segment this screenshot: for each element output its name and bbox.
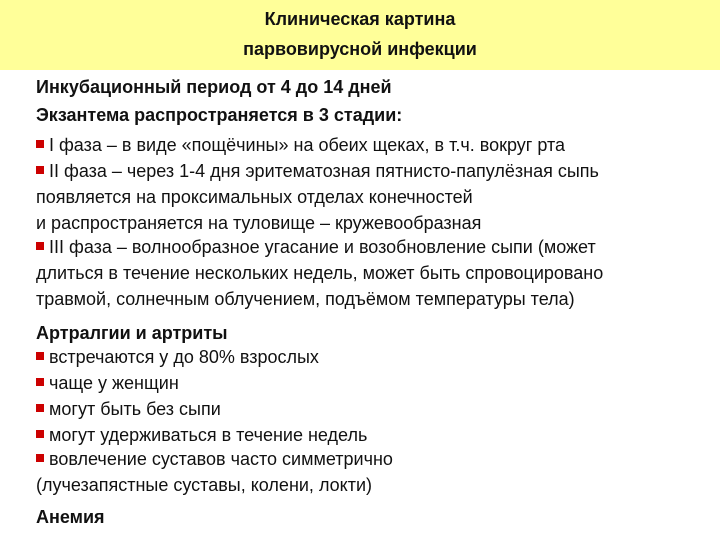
arthralgia-item-text: чаще у женщин [49,373,179,393]
phase-1-item [36,135,565,156]
slide-title-line-1: Клиническая картина [264,9,456,29]
phase-1-text: I фаза – в виде «пощёчины» на обеих щеках, в т.ч. вокруг рта [49,135,566,155]
title-banner [0,0,720,70]
phase-2-text-line-3: и распространяется на туловище – кружевообразная [36,213,482,233]
incubation-heading: Инкубационный период от 4 до 14 дней [36,77,392,97]
arthralgia-item-text: встречаются у до 80% взрослых [49,347,319,367]
slide-title-line-2: парвовирусной инфекции [243,39,477,59]
bullet-square-icon [36,378,44,386]
arthralgia-item-text: вовлечение суставов часто симметрично [49,449,393,469]
phase-2-text-line-1: II фаза – через 1-4 дня эритематозная пятнисто-папулёзная сыпь [49,161,599,181]
bullet-square-icon [36,352,44,360]
bullet-square-icon [36,404,44,412]
bullet-square-icon [36,242,44,250]
arthralgia-heading: Артралгии и артриты [36,323,228,343]
phase-2-item [36,161,599,182]
phase-3-text-line-2: длиться в течение нескольких недель, может быть спровоцировано [36,263,604,283]
exanthema-heading: Экзантема распространяется в 3 стадии: [36,105,403,125]
list-item [36,425,367,446]
list-item [36,347,319,368]
list-item [36,399,221,420]
anemia-heading: Анемия [36,507,105,527]
arthralgia-note: (лучезапястные суставы, колени, локти) [36,475,373,495]
phase-3-item [36,237,596,258]
phase-3-text-line-3: травмой, солнечным облучением, подъёмом температуры тела) [36,289,575,309]
bullet-square-icon [36,430,44,438]
list-item [36,449,393,470]
list-item [36,373,179,394]
phase-2-text-line-2: появляется на проксимальных отделах конечностей [36,187,473,207]
arthralgia-item-text: могут удерживаться в течение недель [49,425,368,445]
bullet-square-icon [36,454,44,462]
phase-3-text-line-1: III фаза – волнообразное угасание и возобновление сыпи (может [49,237,596,257]
arthralgia-item-text: могут быть без сыпи [49,399,221,419]
bullet-square-icon [36,140,44,148]
bullet-square-icon [36,166,44,174]
